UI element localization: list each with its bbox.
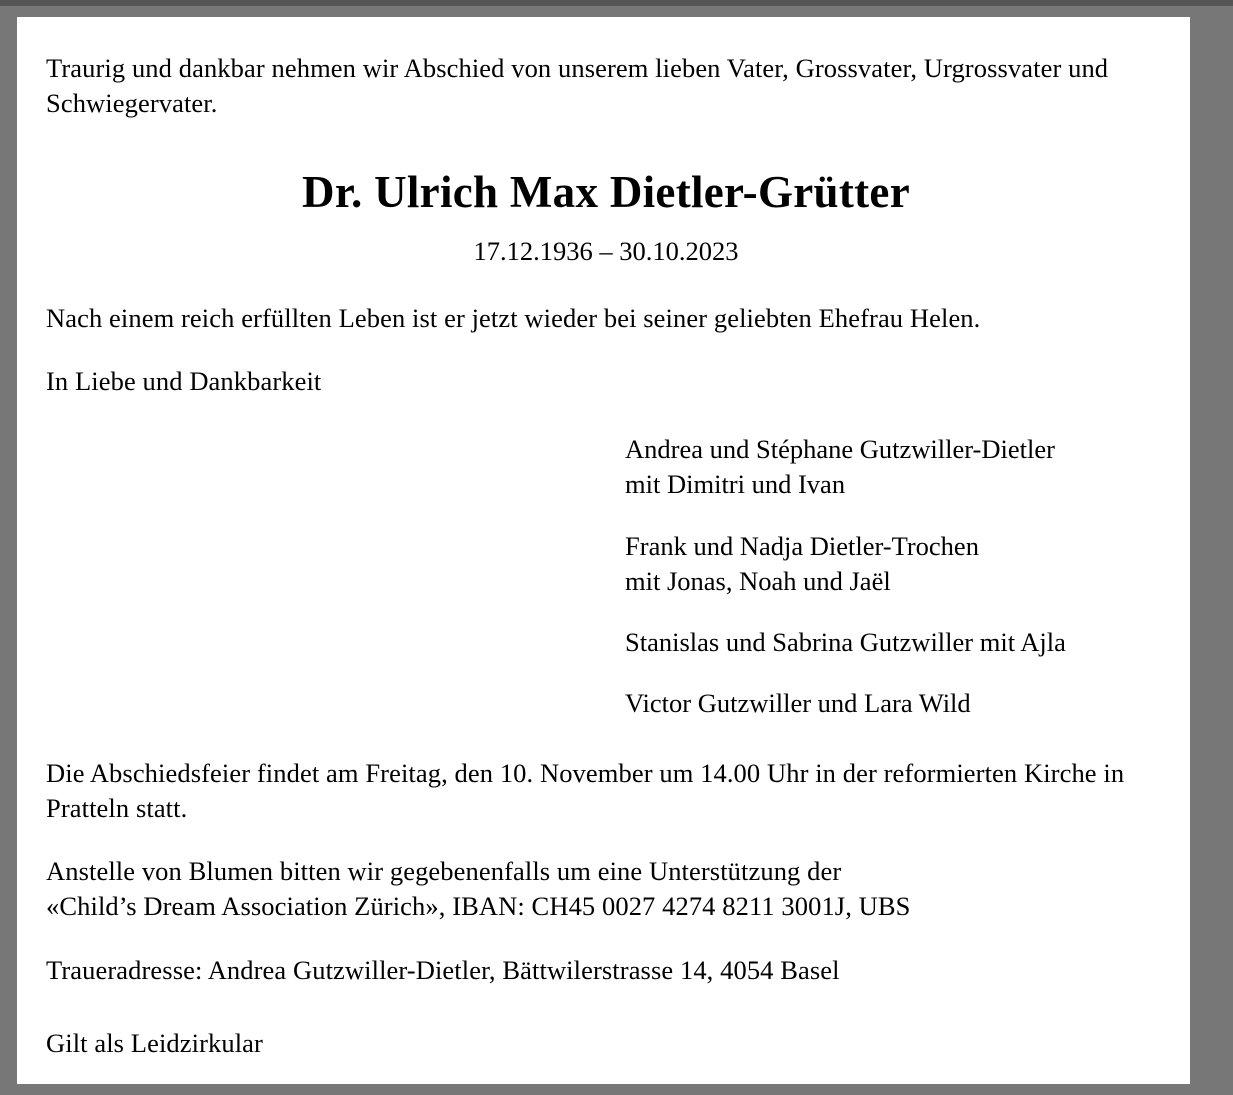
- family-children: mit Jonas, Noah und Jaël: [625, 565, 891, 596]
- donation-bank-details: «Child’s Dream Association Zürich», IBAN: CH45 0027 4274 8211 3001J, UBS: [46, 891, 911, 922]
- deceased-dates: 17.12.1936 – 30.10.2023: [473, 235, 739, 266]
- donation-request: Anstelle von Blumen bitten wir gegebenenfalls um eine Unterstützung der: [46, 856, 842, 887]
- family-names: Stanislas und Sabrina Gutzwiller mit Ajla: [625, 627, 1066, 658]
- deceased-name: Dr. Ulrich Max Dietler-Grütter: [302, 167, 910, 218]
- spacer: [46, 268, 1166, 301]
- spacer: [46, 121, 1166, 168]
- closing-salutation: In Liebe und Dankbarkeit: [46, 366, 322, 396]
- family-names: Andrea und Stéphane Gutzwiller-Dietler: [625, 434, 1055, 465]
- list-item: [625, 529, 1166, 599]
- spacer: [46, 826, 1166, 854]
- ceremony-paragraph: Die Abschiedsfeier findet am Freitag, den 10. November um 14.00 Uhr in der reformierten Kirche in Pratteln statt.: [46, 757, 1125, 823]
- list-item: [625, 432, 1166, 502]
- spacer: [46, 925, 1166, 953]
- family-names: Victor Gutzwiller und Lara Wild: [625, 688, 971, 719]
- family-children: mit Dimitri und Ivan: [625, 469, 846, 500]
- donation-paragraph: [46, 854, 1166, 924]
- spacer: [46, 399, 1166, 432]
- list-item: [625, 686, 1166, 721]
- obituary-page: [17, 17, 1190, 1084]
- list-item: [625, 625, 1166, 660]
- spacer: [46, 722, 1166, 756]
- spacer: [46, 336, 1166, 364]
- family-names: Frank und Nadja Dietler-Trochen: [625, 530, 979, 561]
- intro-paragraph: Traurig und dankbar nehmen wir Abschied von unserem lieben Vater, Grossvater, Urgrossvater und Schwiegervater.: [46, 53, 1109, 119]
- mourning-address: Traueradresse: Andrea Gutzwiller-Dietler, Bättwilerstrasse 14, 4054 Basel: [46, 954, 840, 985]
- tribute-paragraph: Nach einem reich erfüllten Leben ist er jetzt wieder bei seiner geliebten Ehefrau Helen.: [46, 302, 981, 333]
- family-list: [46, 432, 1166, 721]
- footer-note: Gilt als Leidzirkular: [46, 1027, 263, 1058]
- spacer: [46, 988, 1166, 1026]
